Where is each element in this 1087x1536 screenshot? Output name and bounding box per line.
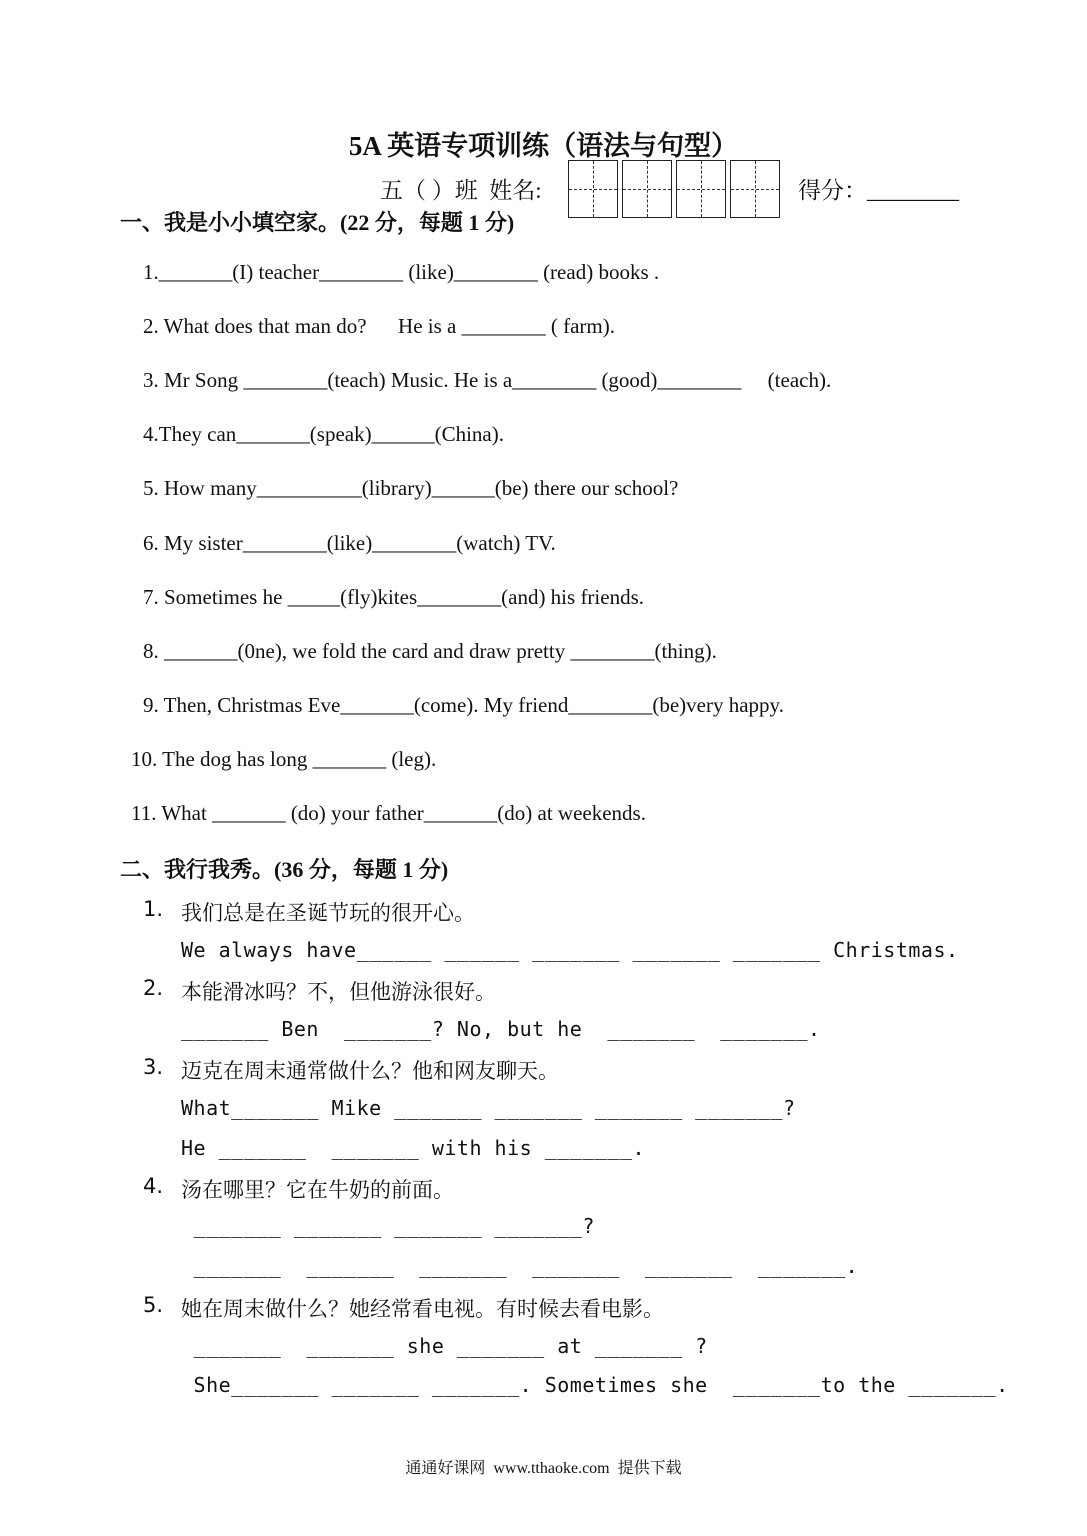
name-box[interactable] [730,160,780,218]
question-1-8: 8. _______(0ne), we fold the card and draw pretty ________(thing). [143,639,717,663]
question-2-2-english: _______ Ben _______? No, but he _______ _______. [181,1017,821,1041]
name-writing-boxes[interactable] [568,160,780,218]
section1-heading: 一、我是小小填空家。(22 分，每题 1 分) [120,210,515,235]
question-2-4-english-answer: _______ _______ _______ _______ _______ _______. [181,1254,859,1278]
question-2-5-chinese: 她在周末做什么？她经常看电视。有时候去看电影。 [181,1297,664,1321]
section2-heading: 二、我行我秀。(36 分，每题 1 分) [120,857,449,882]
name-box[interactable] [676,160,726,218]
question-1-6: 6. My sister________(like)________(watch) TV. [143,531,556,555]
question-1-11: 11. What _______ (do) your father_______(do) at weekends. [131,801,646,825]
question-2-4-english-question: _______ _______ _______ _______? [181,1214,595,1238]
question-2-5-english-question: _______ _______ she _______ at _______ ? [181,1334,708,1358]
question-1-5: 5. How many__________(library)______(be) there our school? [143,476,679,500]
question-2-3-chinese: 迈克在周末通常做什么？他和网友聊天。 [181,1059,559,1083]
question-1-10: 10. The dog has long _______ (leg). [131,747,437,771]
question-2-3-english-answer: He _______ _______ with his _______. [181,1136,646,1160]
score-label: 得分：________ [798,178,959,203]
name-box[interactable] [622,160,672,218]
question-2-1-english: We always have______ ______ _______ _______ _______ Christmas. [181,938,959,962]
question-2-2-number: 2. [143,976,164,1000]
question-2-3-number: 3. [143,1055,164,1079]
question-2-5-number: 5. [143,1293,164,1317]
name-box[interactable] [568,160,618,218]
question-1-3: 3. Mr Song ________(teach) Music. He is a________ (good)________ (teach). [143,368,832,392]
page-title: 5A 英语专项训练（语法与句型） [348,131,739,161]
question-2-3-english-question: What_______ Mike _______ _______ _______ _______? [181,1096,796,1120]
class-name-label: 五（ ）班 姓名: [380,178,542,203]
question-2-5-english-answer: She_______ _______ _______. Sometimes she _______to the _______. [181,1373,1009,1397]
question-2-4-chinese: 汤在哪里？它在牛奶的前面。 [181,1178,454,1202]
question-1-2: 2. What does that man do? He is a ________ ( farm). [143,314,615,338]
question-1-4: 4.They can_______(speak)______(China). [143,422,504,446]
question-1-9: 9. Then, Christmas Eve_______(come). My friend________(be)very happy. [143,693,784,717]
question-2-1-chinese: 我们总是在圣诞节玩的很开心。 [181,901,475,925]
question-1-1: 1._______(I) teacher________ (like)________ (read) books . [143,260,660,284]
footer-credit: 通通好课网 www.tthaoke.com 提供下载 [405,1460,682,1477]
question-2-1-number: 1. [143,897,164,921]
question-2-4-number: 4. [143,1174,164,1198]
question-1-7: 7. Sometimes he _____(fly)kites________(and) his friends. [143,585,645,609]
question-2-2-chinese: 本能滑冰吗？不，但他游泳很好。 [181,980,496,1004]
